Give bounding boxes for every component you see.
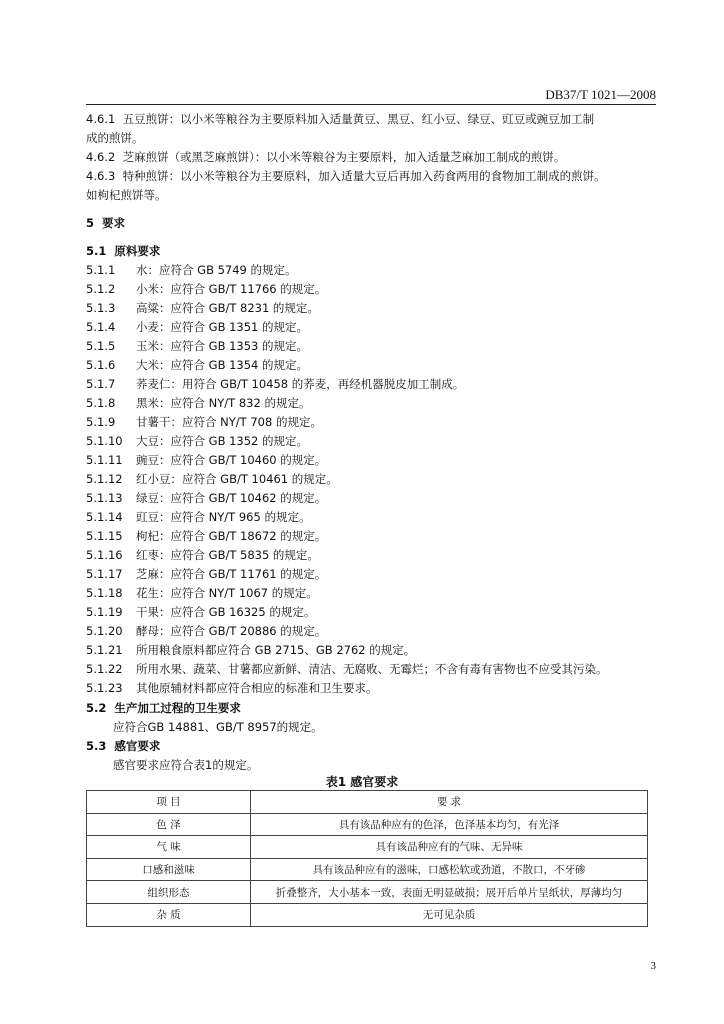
item-number: 5.1.20: [86, 624, 123, 638]
table-cell-requirement: 要 求: [251, 791, 648, 814]
table-cell-item: 组织形态: [87, 881, 251, 904]
item-text: 小米：应符合 GB/T 11766 的规定。: [136, 282, 327, 296]
item-text: 大豆：应符合 GB 1352 的规定。: [136, 434, 309, 448]
subsection-body: 感官要求应符合表1的规定。: [113, 758, 259, 772]
item-number: 5.1.7: [86, 377, 116, 391]
item-number: 5.1.6: [86, 358, 116, 372]
clause-text: 特种煎饼：以小米等粮谷为主要原料，加入适量大豆后再加入药食两用的食物加工制成的煎饼。: [122, 169, 606, 183]
item-number: 5.1.9: [86, 415, 116, 429]
clause-continuation: 成的煎饼。: [86, 131, 144, 145]
clause-number: 4.6.2: [86, 150, 116, 164]
item-number: 5.1.23: [86, 681, 123, 695]
header-rule: [86, 104, 656, 105]
list-item: [86, 679, 378, 698]
item-text: 荞麦仁：用符合 GB/T 10458 的荞麦，再经机器脱皮加工制成。: [136, 377, 465, 391]
item-text: 豇豆：应符合 NY/T 965 的规定。: [136, 510, 311, 524]
list-item: [86, 432, 308, 451]
item-text: 芝麻：应符合 GB/T 11761 的规定。: [136, 567, 327, 581]
clause-number: 4.6.1: [86, 112, 116, 126]
list-item: [86, 394, 310, 413]
item-number: 5.1.22: [86, 662, 123, 676]
table-cell-item: 项 目: [87, 791, 251, 814]
list-item: [86, 584, 318, 603]
item-number: 5.1.21: [86, 643, 123, 657]
table-cell-requirement: 折叠整齐，大小基本一致，表面无明显破损；展开后单片呈纸状，厚薄均匀: [251, 881, 648, 904]
list-item: [86, 337, 308, 356]
table-cell-requirement: 具有该品种应有的气味、无异味: [251, 836, 648, 859]
item-text: 所用粮食原料都应符合 GB 2715、GB 2762 的规定。: [136, 643, 416, 657]
table-cell-item: 口感和滋味: [87, 858, 251, 881]
clause-4-6-1: [86, 110, 594, 129]
item-number: 5.1.1: [86, 263, 116, 277]
item-number: 5.1.13: [86, 491, 123, 505]
list-item: [86, 261, 297, 280]
table-cell-requirement: 具有该品种应有的色泽，色泽基本均匀，有光泽: [251, 813, 648, 836]
item-text: 枸杞：应符合 GB/T 18672 的规定。: [136, 529, 327, 543]
item-number: 5.1.8: [86, 396, 116, 410]
item-number: 5.1.11: [86, 453, 123, 467]
table-row: [87, 836, 648, 859]
page-number: 3: [650, 960, 656, 972]
subsection-title: 原料要求: [114, 244, 161, 258]
item-text: 花生：应符合 NY/T 1067 的规定。: [136, 586, 318, 600]
item-text: 黑米：应符合 NY/T 832 的规定。: [136, 396, 311, 410]
list-item: [86, 508, 310, 527]
subsection-heading: [86, 242, 160, 261]
subsection-title: 生产加工过程的卫生要求: [114, 701, 241, 715]
clause-text: 芝麻煎饼（或黑芝麻煎饼）：以小米等粮谷为主要原料，加入适量芝麻加工制成的煎饼。: [122, 150, 566, 164]
item-number: 5.1.3: [86, 301, 116, 315]
clause-text: 五豆煎饼：以小米等粮谷为主要原料加入适量黄豆、黑豆、红小豆、绿豆、豇豆或豌豆加工制: [122, 112, 595, 126]
clause-continuation: 如枸杞煎饼等。: [86, 188, 167, 202]
list-item: [86, 527, 326, 546]
subsection-heading: [86, 737, 160, 756]
list-item: [86, 622, 326, 641]
list-item: [86, 470, 338, 489]
section-number: 5: [86, 216, 95, 230]
list-item: [86, 299, 319, 318]
table-cell-item: 气 味: [87, 836, 251, 859]
subsection-number: 5.1: [86, 244, 107, 258]
subsection-title: 感官要求: [114, 739, 161, 753]
item-text: 红枣：应符合 GB/T 5835 的规定。: [136, 548, 319, 562]
item-text: 玉米：应符合 GB 1353 的规定。: [136, 339, 309, 353]
list-item: [86, 489, 326, 508]
item-text: 豌豆：应符合 GB/T 10460 的规定。: [136, 453, 327, 467]
section-heading: [86, 214, 125, 233]
item-number: 5.1.19: [86, 605, 123, 619]
clause-4-6-2: [86, 148, 565, 167]
subsection-heading: [86, 699, 241, 718]
subsection-number: 5.2: [86, 701, 107, 715]
list-item: [86, 356, 308, 375]
subsection-body: 应符合GB 14881、GB/T 8957的规定。: [113, 720, 323, 734]
item-text: 水：应符合 GB 5749 的规定。: [136, 263, 297, 277]
list-item: [86, 565, 326, 584]
table-row: [87, 881, 648, 904]
clause-4-6-3: [86, 167, 606, 186]
item-number: 5.1.15: [86, 529, 123, 543]
list-item: [86, 318, 308, 337]
item-number: 5.1.12: [86, 472, 123, 486]
list-item: [86, 603, 315, 622]
list-item: [86, 660, 608, 679]
clause-number: 4.6.3: [86, 169, 116, 183]
item-text: 红小豆：应符合 GB/T 10461 的规定。: [136, 472, 338, 486]
item-number: 5.1.10: [86, 434, 123, 448]
item-number: 5.1.16: [86, 548, 123, 562]
table-cell-item: 杂 质: [87, 903, 251, 926]
table-cell-requirement: 具有该品种应有的滋味，口感松软或劲道，不散口，不牙碜: [251, 858, 648, 881]
list-item: [86, 413, 322, 432]
item-text: 绿豆：应符合 GB/T 10462 的规定。: [136, 491, 327, 505]
item-number: 5.1.4: [86, 320, 116, 334]
item-number: 5.1.18: [86, 586, 123, 600]
list-item: [86, 280, 326, 299]
table-row: [87, 858, 648, 881]
subsection-number: 5.3: [86, 739, 107, 753]
item-text: 大米：应符合 GB 1354 的规定。: [136, 358, 309, 372]
item-text: 干果：应符合 GB 16325 的规定。: [136, 605, 316, 619]
table-cell-requirement: 无可见杂质: [251, 903, 648, 926]
item-text: 酵母：应符合 GB/T 20886 的规定。: [136, 624, 327, 638]
list-item: [86, 375, 464, 394]
item-text: 甘薯干：应符合 NY/T 708 的规定。: [136, 415, 322, 429]
list-item: [86, 546, 319, 565]
table-row: [87, 813, 648, 836]
table-header-row: [87, 791, 648, 814]
sensory-requirements-table: [86, 790, 648, 927]
table-row: [87, 903, 648, 926]
item-number: 5.1.5: [86, 339, 116, 353]
item-number: 5.1.2: [86, 282, 116, 296]
table-caption: 表1 感官要求: [325, 775, 399, 789]
list-item: [86, 451, 326, 470]
item-number: 5.1.17: [86, 567, 123, 581]
item-number: 5.1.14: [86, 510, 123, 524]
table-cell-item: 色 泽: [87, 813, 251, 836]
item-text: 小麦：应符合 GB 1351 的规定。: [136, 320, 309, 334]
list-item: [86, 641, 415, 660]
item-text: 所用水果、蔬菜、甘薯都应新鲜、清洁、无腐败、无霉烂；不含有毒有害物也不应受其污染。: [136, 662, 608, 676]
item-text: 高粱：应符合 GB/T 8231 的规定。: [136, 301, 319, 315]
document-id: DB37/T 1021—2008: [545, 87, 656, 102]
item-text: 其他原辅材料都应符合相应的标准和卫生要求。: [136, 681, 378, 695]
section-title: 要求: [102, 216, 126, 230]
